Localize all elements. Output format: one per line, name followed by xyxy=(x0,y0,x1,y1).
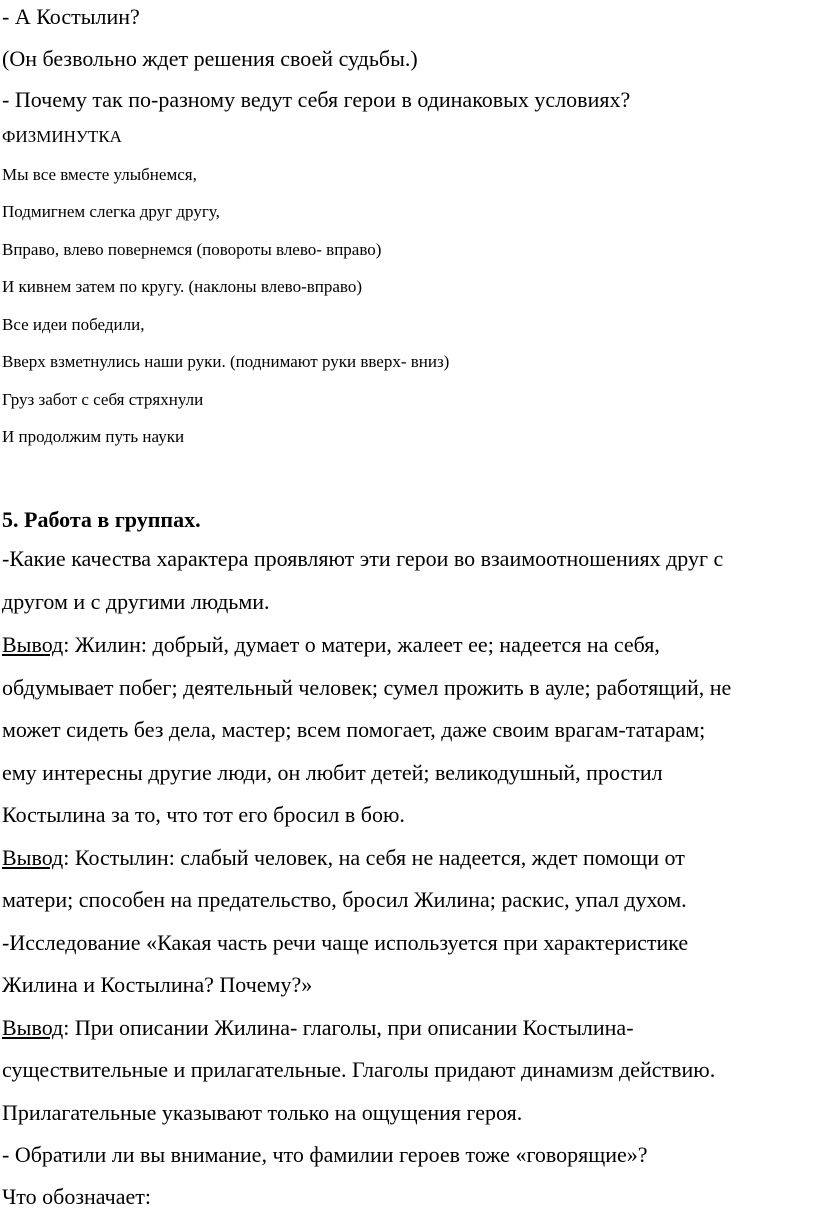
question-line: - Обратили ли вы внимание, что фамилии героев тоже «говорящие»? xyxy=(2,1142,648,1167)
conclusion-line: ему интересны другие люди, он любит детей; великодушный, простил xyxy=(2,760,663,785)
poem-line: И кивнем затем по кругу. (наклоны влево-вправо) xyxy=(2,277,362,296)
question-line: Что обозначает: xyxy=(2,1184,151,1209)
conclusion-line xyxy=(2,1015,634,1041)
poem-line: Вверх взметнулись наши руки. (поднимают руки вверх- вниз) xyxy=(2,352,450,371)
poem-line: Подмигнем слегка друг другу, xyxy=(2,202,220,221)
intro-line-2: (Он безвольно ждет решения своей судьбы.) xyxy=(2,46,418,71)
conclusion-line: Прилагательные указывают только на ощущения героя. xyxy=(2,1100,523,1125)
conclusion-label: Вывод xyxy=(2,1015,64,1040)
conclusion-text: : Жилин: добрый, думает о матери, жалеет ее; надеется на себя, xyxy=(63,632,660,657)
research-line: -Исследование «Какая часть речи чаще используется при характеристике xyxy=(2,930,689,955)
fizminutka-title: ФИЗМИНУТКА xyxy=(2,127,122,146)
conclusion-line xyxy=(2,845,685,871)
conclusion-line: матери; способен на предательство, бросил Жилина; раскис, упал духом. xyxy=(2,887,687,912)
conclusion-label: Вывод xyxy=(2,632,64,657)
question-line: -Какие качества характера проявляют эти герои во взаимоотношениях друг с xyxy=(2,546,724,571)
poem-line: Мы все вместе улыбнемся, xyxy=(2,165,197,184)
poem-line: И продолжим путь науки xyxy=(2,427,185,446)
conclusion-label: Вывод xyxy=(2,845,64,870)
conclusion-line: может сидеть без дела, мастер; всем помогает, даже своим врагам-татарам; xyxy=(2,717,706,742)
conclusion-line xyxy=(2,632,660,658)
intro-line-3: - Почему так по-разному ведут себя герои в одинаковых условиях? xyxy=(2,87,631,112)
intro-line-1: - А Костылин? xyxy=(2,4,140,29)
poem-line: Груз забот с себя стряхнули xyxy=(2,390,204,409)
research-line: Жилина и Костылина? Почему?» xyxy=(2,972,313,997)
poem-line: Вправо, влево повернемся (повороты влево- вправо) xyxy=(2,240,382,259)
poem-line: Все идеи победили, xyxy=(2,315,145,334)
conclusion-text: : Костылин: слабый человек, на себя не надеется, ждет помощи от xyxy=(63,845,685,870)
conclusion-line: обдумывает побег; деятельный человек; сумел прожить в ауле; работящий, не xyxy=(2,675,732,700)
section-heading: 5. Работа в группах. xyxy=(2,507,201,532)
conclusion-line: существительные и прилагательные. Глаголы придают динамизм действию. xyxy=(2,1057,716,1082)
conclusion-line: Костылина за то, что тот его бросил в бою. xyxy=(2,802,405,827)
conclusion-text: : При описании Жилина- глаголы, при описании Костылина- xyxy=(63,1015,634,1040)
question-line: другом и с другими людьми. xyxy=(2,589,270,614)
